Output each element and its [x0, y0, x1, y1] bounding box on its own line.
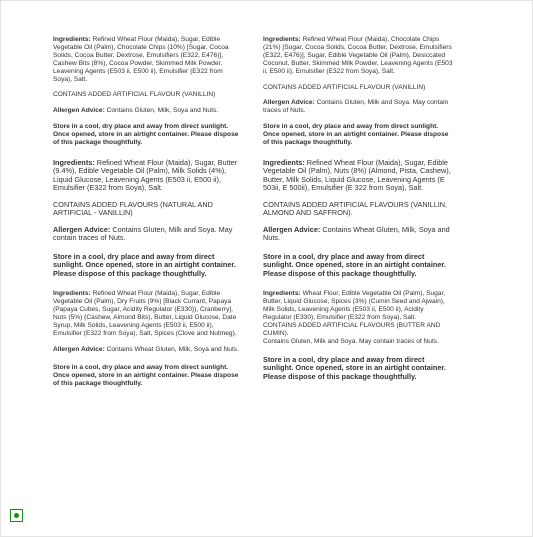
allergen-advice	[263, 99, 453, 115]
veg-dot	[14, 513, 19, 518]
flavour-statement: CONTAINS ADDED ARTIFICIAL FLAVOUR (VANILLIN)	[53, 91, 216, 99]
ingredients-label: Ingredients:	[53, 36, 91, 43]
ingredients-label: Ingredients:	[53, 157, 95, 167]
allergen-advice	[53, 226, 243, 243]
contains-statement: Contains Gluten, Milk and Soya. May contain traces of Nuts.	[263, 337, 439, 345]
flavour-statement: CONTAINS ADDED ARTIFICIAL FLAVOURS (VANILLIN, ALMOND AND SAFFRON).	[263, 199, 448, 218]
veg-symbol-icon	[10, 509, 23, 522]
ingredients-paragraph	[53, 36, 243, 83]
left-column	[53, 36, 243, 388]
storage-instructions: Store in a cool, dry place and away from direct sunlight. Once opened, store in an airtight container. Please dispose of this package thoughtfully.	[263, 354, 446, 381]
storage-instructions: Store in a cool, dry place and away from direct sunlight. Once opened, store in an airtight container. Please dispose of this package thoughtfully.	[53, 251, 236, 278]
allergen-label: Allergen Advice:	[263, 99, 315, 107]
allergen-label: Allergen Advice:	[53, 107, 105, 115]
flavour-statement: CONTAINS ADDED ARTIFICIAL FLAVOUR (VANILLIN)	[263, 83, 426, 91]
ingredients-label: Ingredients:	[53, 290, 91, 298]
allergen-text: Contains Gluten, Milk and Soya. May contain traces of Nuts.	[53, 224, 233, 243]
allergen-advice	[53, 107, 243, 115]
ingredients-paragraph	[263, 290, 453, 322]
allergen-label: Allergen Advice:	[53, 224, 111, 234]
allergen-text: Contains Gluten, Milk, Soya and Nuts.	[104, 107, 219, 115]
allergen-text: Contains Wheat Gluten, Milk, Soya and Nuts.	[263, 224, 450, 243]
ingredients-paragraph	[53, 159, 243, 193]
ingredients-paragraph	[263, 36, 453, 76]
allergen-advice	[53, 346, 243, 354]
storage-instructions: Store in a cool, dry place and away from direct sunlight. Once opened, store in an airtight container. Please dispose of this package thoughtfully.	[53, 363, 239, 387]
ingredients-label: Ingredients:	[263, 36, 301, 43]
storage-instructions: Store in a cool, dry place and away from direct sunlight. Once opened, store in an airtight container. Please dispose of this package thoughtfully.	[53, 123, 239, 147]
ingredients-text: Refined Wheat Flour (Maida), Chocolate Chips (21%) [Sugar, Cocoa Solids, Cocoa Butter, Dextrose, Emulsifiers (E322, E476)], Sugar, Edible Vegetable Oil (Palm), Desiccated Coconut, Butter, Skimmed Milk Powder, Leavening Agents (E503 ii, E500 ii), Emulsifier (E322 from Soya), Salt.	[263, 36, 453, 75]
ingredients-paragraph	[53, 290, 243, 337]
allergen-text: Contains Gluten, Milk and Soya. May contain traces of Nuts.	[263, 99, 449, 115]
allergen-advice	[263, 226, 453, 243]
allergen-label: Allergen Advice:	[53, 345, 105, 353]
ingredients-label: Ingredients:	[263, 157, 305, 167]
allergen-label: Allergen Advice:	[263, 224, 321, 234]
storage-instructions: Store in a cool, dry place and away from direct sunlight. Once opened, store in an airtight container. Please dispose of this package thoughtfully.	[263, 123, 449, 147]
allergen-text: Contains Wheat Gluten, Milk, Soya and Nuts.	[104, 345, 239, 353]
flavour-statement: CONTAINS ADDED ARTIFICIAL FLAVOURS (BUTTER AND CUMIN).	[263, 322, 441, 337]
ingredients-text: Refined Wheat Flour (Maida), Sugar, Edible Vegetable Oil (Palm), Dry Fruits (9%) [Black Currant, Papaya (Papaya Cubes, Sugar, Acidity Regulator (E330)), Cranberry], Nuts (5%) (Cashew, Almond Bits), Butter, Liquid Glucose, Date Syrup, Milk Solids, Leavening Agents (E503 ii, E500 ii), Emulsifier (E322 from Soya), Salt, Spices (Clove and Nutmeg).	[53, 290, 237, 337]
right-column	[263, 36, 453, 381]
ingredients-label: Ingredients:	[263, 290, 301, 298]
ingredients-text: Refined Wheat Flour (Maida), Sugar, Edible Vegetable Oil (Palm), Nuts (8%) (Almond, Pista, Cashew), Butter, Milk Solids, Liquid Glucose, Leavening Agents (E 503ii, E 500ii), Emulsifier (E 322 from Soya), Salt.	[263, 157, 451, 193]
ingredients-text: Refined Wheat Flour (Maida), Sugar, Butter (9.4%), Edible Vegetable Oil (Palm), Milk Solids (4%), Liquid Glucose, Leavening Agents (E503 ii, E500 ii), Emulsifier (E322 from Soya), Salt.	[53, 157, 238, 193]
ingredients-paragraph	[263, 159, 453, 193]
ingredients-text: Wheat Flour, Edible Vegetable Oil (Palm), Sugar, Butter, Liquid Glucose, Spices (3%) (Cumin Seed and Ajwain), Milk Solids, Leavening Agents (E503 ii, E500 ii), Acidity Regulator (E330), Emulsifier (E322 from Soya), Salt.	[263, 290, 446, 322]
flavour-statement: CONTAINS ADDED FLAVOURS (NATURAL AND ARTIFICIAL - VANILLIN)	[53, 199, 213, 218]
ingredients-text: Refined Wheat Flour (Maida), Sugar, Edible Vegetable Oil (Palm), Chocolate Chips (10%) [Sugar, Cocoa Solids, Cocoa Butter, Dextrose, Emulsifiers (E322, E476)], Cashew Bits (8%), Cocoa Powder, Skimmed Milk Powder, Leavening Agents (E503 ii, E500 ii), Emulsifier (E322 from Soya), Salt.	[53, 36, 229, 83]
storage-instructions: Store in a cool, dry place and away from direct sunlight. Once opened, store in an airtight container. Please dispose of this package thoughtfully.	[263, 251, 446, 278]
